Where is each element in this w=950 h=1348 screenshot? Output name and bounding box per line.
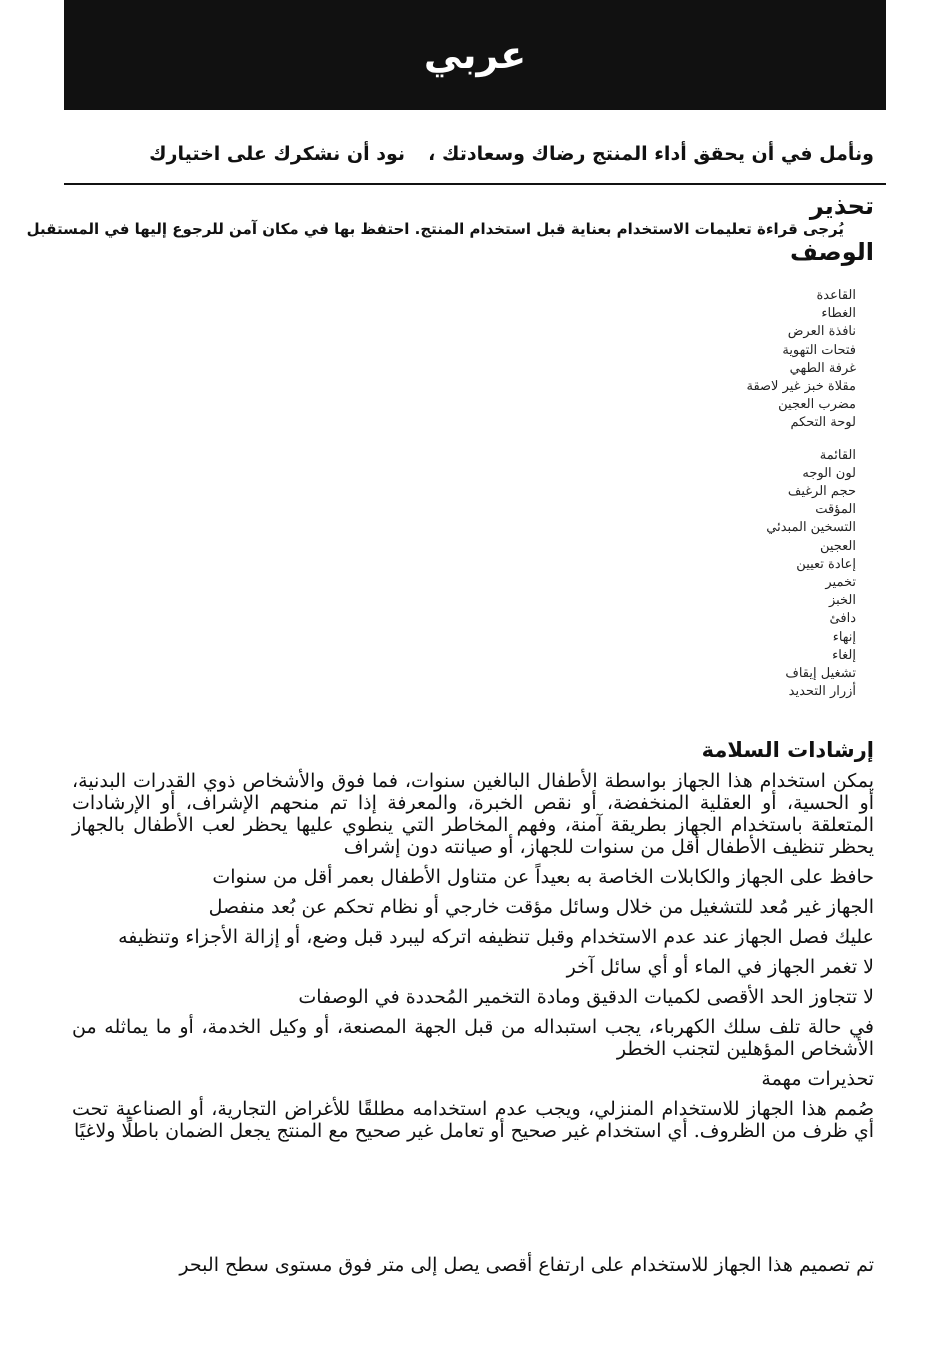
language-title: عربي: [423, 33, 527, 77]
menu-item: لون الوجه: [802, 465, 856, 481]
intro-thanks-text: نود أن نشكرك على اختيارك: [149, 143, 405, 165]
safety-paragraph: حافظ على الجهاز والكابلات الخاصة به بعيداً عن متناول الأطفال بعمر أقل من سنوات: [212, 866, 874, 888]
language-header: [64, 0, 886, 110]
menu-item: حجم الرغيف: [787, 484, 856, 500]
description-list: [746, 287, 856, 701]
warning-text: يُرجى قراءة تعليمات الاستخدام بعناية قبل استخدام المنتج. احتفظ بها في مكان آمن للرجوع إليها في المستقبل: [26, 220, 844, 238]
menu-item: التسخين المبدئي: [766, 520, 856, 536]
menu-item: دافئ: [829, 611, 856, 627]
warning-title: تحذير: [809, 192, 874, 220]
list-gap: [746, 433, 856, 447]
menu-item: أزرار التحديد: [788, 684, 856, 700]
safety-paragraph: صُمم هذا الجهاز للاستخدام المنزلي، ويجب عدم استخدامه مطلقًا للأغراض التجارية، أو الصناعية تحت أي ظرف من الظروف. أي استخدام غير صحيح أو تعامل غير صحيح مع المنتج يجعل الضمان باطلًا ولاغيًا: [72, 1098, 874, 1142]
menu-item: إنهاء: [832, 629, 856, 645]
description-title: الوصف: [789, 238, 874, 266]
part-item: نافذة العرض: [787, 324, 856, 340]
menu-item: إعادة تعيين: [796, 556, 856, 572]
divider: [64, 183, 886, 185]
safety-title: إرشادات السلامة: [701, 738, 874, 762]
part-item: القاعدة: [816, 288, 856, 303]
menu-item: تخمير: [825, 575, 856, 591]
intro-hope-text: ونأمل في أن يحقق أداء المنتج رضاك وسعادتك ،: [428, 143, 874, 165]
part-item: الغطاء: [821, 306, 856, 322]
safety-paragraph: لا تتجاوز الحد الأقصى لكميات الدقيق ومادة التخمير المُحددة في الوصفات: [298, 986, 874, 1008]
altitude-note: تم تصميم هذا الجهاز للاستخدام على ارتفاع أقصى يصل إلى متر فوق مستوى سطح البحر: [179, 1254, 874, 1276]
safety-paragraph: الجهاز غير مُعد للتشغيل من خلال وسائل مؤقت خارجي أو نظام تحكم عن بُعد منفصل: [208, 896, 874, 918]
safety-paragraph: عليك فصل الجهاز عند عدم الاستخدام وقبل تنظيفه اتركه ليبرد قبل وضع، أو إزالة الأجزاء وتنظيفه: [118, 926, 874, 948]
menu-item: تشغيل إيقاف: [785, 666, 856, 682]
part-item: غرفة الطهي: [789, 360, 856, 376]
part-item: مضرب العجين: [778, 397, 856, 413]
safety-paragraph: يمكن استخدام هذا الجهاز بواسطة الأطفال البالغين سنوات، فما فوق والأشخاص ذوي القدرات البدنية، أو الحسية، أو العقلية المنخفضة، أو نقص الخبرة، والمعرفة إذا تم منحهم الإشراف، أو الإرشادات المتعلقة باستخدام الجهاز بطريقة آمنة، وفهم المخاطر التي ينطوي عليها يحظر لعب الأطفال بالجهاز يحظر تنظيف الأطفال أقل من سنوات للجهاز، أو صيانته دون إشراف: [72, 770, 874, 858]
part-item: فتحات التهوية: [782, 342, 856, 358]
safety-paragraph: لا تغمر الجهاز في الماء أو أي سائل آخر: [566, 956, 874, 978]
part-item: لوحة التحكم: [790, 415, 856, 431]
menu-item: المؤقت: [815, 502, 856, 518]
part-item: مقلاة خبز غير لاصقة: [746, 379, 856, 395]
important-warnings-heading: تحذيرات مهمة: [761, 1068, 874, 1090]
menu-item: الخبز: [828, 593, 856, 609]
safety-paragraph: في حالة تلف سلك الكهرباء، يجب استبداله من قبل الجهة المصنعة، أو وكيل الخدمة، أو ما يماثله من الأشخاص المؤهلين لتجنب الخطر: [72, 1016, 874, 1060]
safety-instructions: [72, 770, 874, 1150]
menu-item: القائمة: [819, 447, 856, 463]
menu-item: العجين: [819, 538, 856, 554]
menu-item: إلغاء: [832, 647, 856, 663]
